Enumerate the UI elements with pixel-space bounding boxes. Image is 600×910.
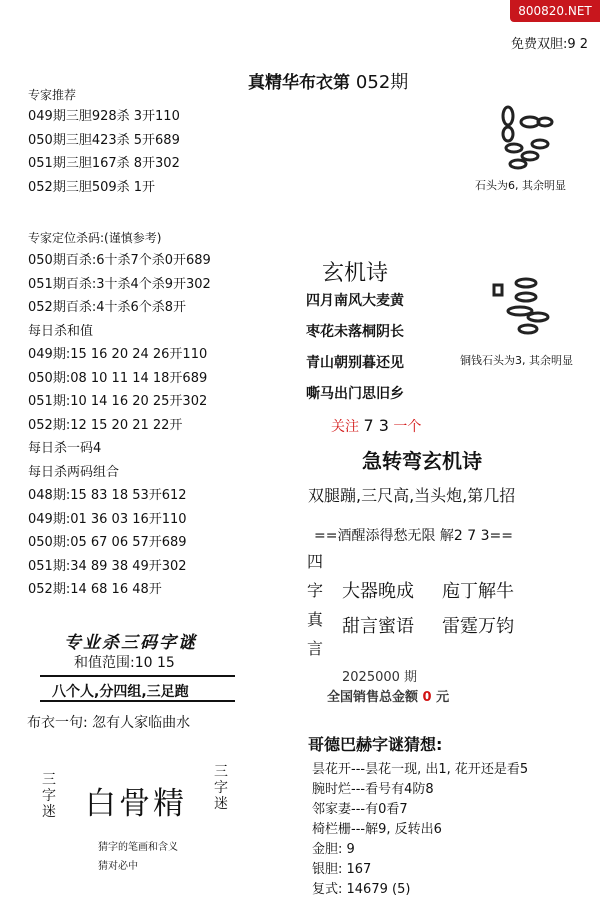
poem-line: 嘶马出门思旧乡	[306, 386, 404, 402]
xuanji-title: 玄机诗	[322, 261, 389, 286]
sales-label: 全国销售总金额	[327, 690, 419, 705]
sum-range: 和值范围:10 15	[74, 655, 175, 671]
sum-line: 051期:10 14 16 20 25开302	[28, 394, 208, 409]
sales-total	[327, 686, 449, 705]
stone-caption-2: 铜钱石头为3, 其余明显	[460, 354, 573, 367]
title-text: 真精华布衣第	[248, 73, 350, 93]
goethe-title: 哥德巴赫字谜猜想:	[308, 735, 443, 754]
stone-picture	[490, 100, 565, 175]
position-line: 051期百杀:3十杀4个杀9开302	[28, 276, 211, 292]
sum-line: 052期:12 15 20 21 22开	[28, 417, 183, 433]
hint-1: 猜字的笔画和含义	[98, 842, 178, 853]
turn-title: 急转弯玄机诗	[362, 449, 482, 473]
divider	[40, 675, 235, 677]
expert-list	[28, 105, 180, 199]
big-word: 白骨精	[85, 786, 187, 822]
position-line: 050期百杀:6十杀7个杀0开689	[28, 253, 211, 268]
four-char: 字	[307, 581, 324, 600]
expert-line: 051期三胆167杀 8开302	[28, 156, 180, 171]
four-chars	[307, 547, 323, 663]
sales-amount: 0	[422, 690, 432, 705]
drunk-line: ==酒醒添得愁无限 解2 7 3==	[314, 528, 513, 544]
expert-line: 052期三胆509杀 1开	[28, 179, 156, 195]
side-label-left: 三字迷	[42, 772, 56, 820]
expert-line: 049期三胆928杀 3开110	[28, 109, 180, 124]
poem	[306, 290, 404, 414]
goethe-list	[312, 758, 528, 898]
sum-line: 050期:08 10 11 14 18开689	[28, 370, 208, 386]
coin-stone-picture	[490, 275, 565, 340]
sales-unit: 元	[436, 690, 450, 705]
focus-prefix: 关注	[331, 419, 359, 435]
kill-two-line: 049期:01 36 03 16开110	[28, 511, 187, 527]
kill-two-line: 051期:34 89 38 49开302	[28, 558, 187, 574]
goethe-line: 腕时烂---看号有4防8	[312, 782, 434, 797]
riddle-title: 专业杀三码字谜	[64, 633, 197, 653]
kill-two-line: 050期:05 67 06 57开689	[28, 535, 187, 550]
page-title	[248, 68, 408, 94]
idiom-2: 庖丁解牛	[442, 581, 514, 602]
goethe-line: 昙花开---昙花一现, 出1, 花开还是看5	[312, 762, 529, 777]
site-badge[interactable]: 800820.NET	[510, 0, 600, 22]
poem-line: 四月南风大麦黄	[306, 293, 404, 309]
expert-line: 050期三胆423杀 5开689	[28, 132, 180, 148]
buyi-sentence: 布衣一句: 忽有人家临曲水	[27, 715, 191, 731]
focus-nums: 7 3	[363, 416, 389, 435]
kill-one: 每日杀一码4	[28, 441, 102, 456]
kill-two-line: 052期:14 68 16 48开	[28, 582, 162, 597]
goethe-line: 邻家妻---有0看7	[312, 802, 408, 817]
silver-pick: 银胆: 167	[312, 862, 372, 877]
riddle-line: 八个人,分四组,三足跑	[52, 684, 189, 700]
side-label-right: 三字迷	[214, 764, 228, 812]
expert-title: 专家推荐	[28, 88, 77, 102]
turn-line: 双腿蹦,三尺高,当头炮,第几招	[308, 486, 516, 505]
kill-two-line: 048期:15 83 18 53开612	[28, 488, 187, 503]
sum-title: 每日杀和值	[28, 323, 94, 339]
position-title: 专家定位杀码:(谨慎参考)	[28, 231, 162, 245]
free-pair: 免费双胆:9 2	[510, 37, 588, 52]
focus-line	[331, 416, 421, 436]
focus-suffix: 一个	[393, 419, 422, 435]
hint-2: 猜对必中	[98, 861, 138, 872]
divider	[40, 700, 235, 702]
goethe-line: 椅栏栅---解9, 反转出6	[312, 822, 442, 837]
position-line: 052期百杀:4十杀6个杀8开	[28, 300, 187, 315]
four-char: 四	[307, 552, 324, 571]
idiom-1: 大器晚成	[342, 581, 414, 602]
poem-line: 青山朝别暮还见	[306, 355, 404, 371]
position-list	[28, 249, 211, 602]
sales-period: 2025000 期	[342, 670, 418, 685]
four-char: 言	[307, 639, 324, 658]
idiom-4: 雷霆万钧	[442, 616, 514, 637]
idiom-3: 甜言蜜语	[342, 616, 414, 637]
issue-number: 052期	[355, 72, 409, 93]
four-char: 真	[307, 610, 324, 629]
compound-pick: 复式: 14679 (5)	[312, 882, 411, 897]
sum-line: 049期:15 16 20 24 26开110	[28, 347, 208, 362]
poem-line: 枣花未落桐阴长	[306, 324, 404, 340]
gold-pick: 金胆: 9	[312, 842, 355, 857]
kill-two-title: 每日杀两码组合	[28, 464, 120, 480]
stone-caption-1: 石头为6, 其余明显	[475, 179, 566, 192]
